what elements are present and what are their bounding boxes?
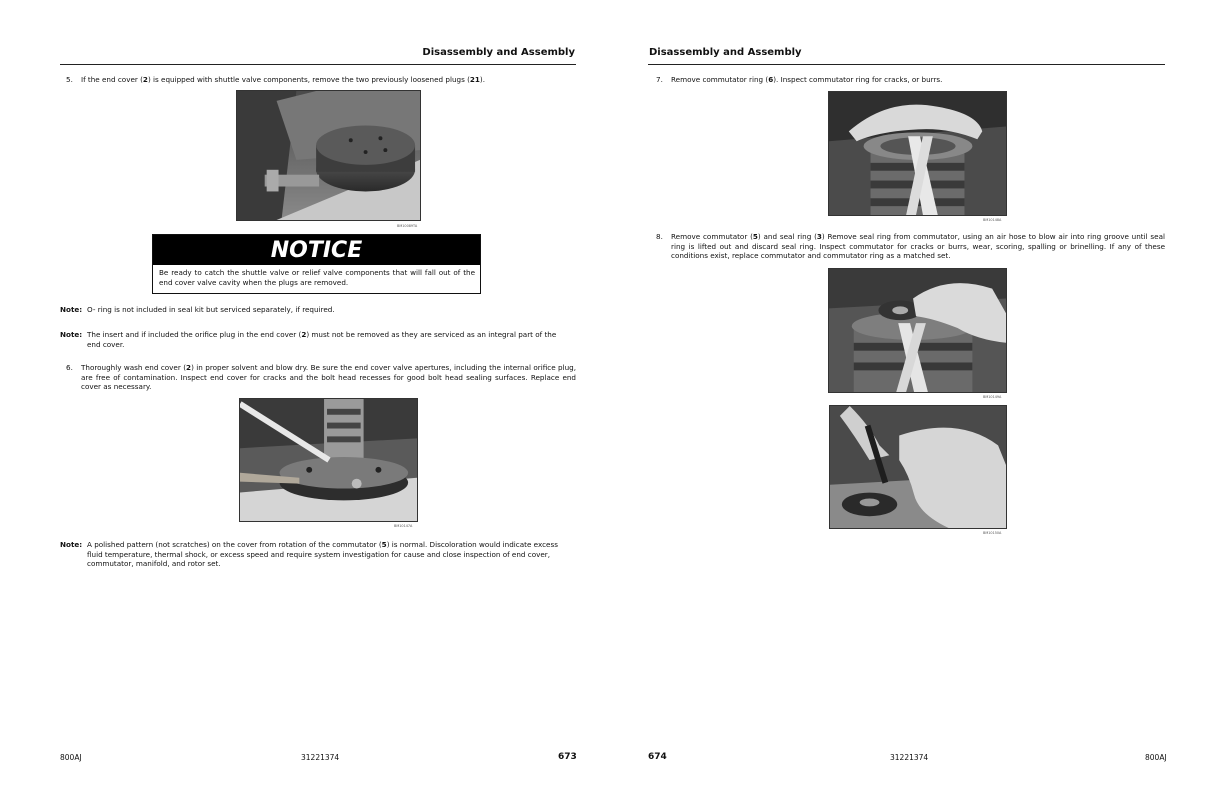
step-5 bbox=[66, 75, 576, 85]
notice-title: NOTICE bbox=[153, 235, 480, 265]
left-page-header: Disassembly and Assembly bbox=[422, 47, 575, 58]
note-text: The insert and if included the orifice plug in the end cover (2) must not be removed as they are serviced as an integral part of the end cover. bbox=[87, 330, 557, 349]
step-text: Remove commutator ring (6). Inspect commutator ring for cracks, or burrs. bbox=[671, 75, 943, 84]
step-text: Remove commutator (5) and seal ring (3) Remove seal ring from commutator, using an air hose to blow air into ring groove until seal ring is lifted out and discard seal ring. Inspect commutator for cracks or burrs, wear, scoring, spalling or brinelling. If any of these conditions exist, replace commutator and commutator ring as a matched set. bbox=[671, 232, 1165, 261]
figure-caption: BM10150A bbox=[983, 531, 1002, 535]
note-2 bbox=[60, 330, 560, 350]
notice-text: Be ready to catch the shuttle valve or relief valve components that will fall out of the end cover valve cavity when the plugs are removed. bbox=[159, 268, 475, 287]
page-number: 673 bbox=[558, 752, 577, 762]
footer-doc-number: 31221374 bbox=[301, 753, 340, 762]
right-page bbox=[612, 0, 1224, 792]
note-label: Note: bbox=[60, 540, 83, 549]
note-text: A polished pattern (not scratches) on the cover from rotation of the commutator (5) is normal. Discoloration would indicate excess fluid temperature, thermal shock, or excess speed and require system investigation for cause and close inspection of end cover, commutator, manifold, and rotor set. bbox=[87, 540, 558, 569]
step-number: 5. bbox=[66, 75, 73, 84]
footer-doc-number: 31221374 bbox=[890, 753, 929, 762]
figure-caption: BM10147A bbox=[394, 524, 413, 528]
step-number: 7. bbox=[656, 75, 663, 84]
end-cover-wash-photo bbox=[239, 398, 418, 522]
right-page-header: Disassembly and Assembly bbox=[649, 47, 802, 58]
step-number: 8. bbox=[656, 232, 663, 241]
figure-caption: BM10148A bbox=[983, 218, 1002, 222]
step-8 bbox=[656, 232, 1165, 262]
note-label: Note: bbox=[60, 305, 83, 314]
note-text: O- ring is not included in seal kit but serviced separately, if required. bbox=[87, 305, 335, 314]
commutator-removal-photo bbox=[828, 268, 1007, 393]
page-number: 674 bbox=[648, 752, 667, 762]
step-number: 6. bbox=[66, 363, 73, 372]
notice-box bbox=[152, 234, 481, 294]
commutator-ring-photo bbox=[828, 91, 1007, 216]
figure-caption: BM10089TA bbox=[397, 224, 418, 228]
figure-caption: BM10149A bbox=[983, 395, 1002, 399]
note-label: Note: bbox=[60, 330, 83, 339]
step-text: If the end cover (2) is equipped with shuttle valve components, remove the two previously loosened plugs (21). bbox=[81, 75, 486, 84]
seal-ring-removal-photo bbox=[829, 405, 1007, 529]
step-text: Thoroughly wash end cover (2) in proper solvent and blow dry. Be sure the end cover valve apertures, including the internal orifice plug, are free of contamination. Inspect end cover for cracks and the bolt head recesses for good bolt head sealing surfaces. Replace end cover as necessary. bbox=[81, 363, 576, 392]
note-3 bbox=[60, 540, 558, 570]
footer-model: 800AJ bbox=[1145, 753, 1167, 762]
footer-model: 800AJ bbox=[60, 753, 82, 762]
header-rule bbox=[648, 64, 1165, 65]
header-rule bbox=[60, 64, 576, 65]
step-7 bbox=[656, 75, 1165, 85]
note-1 bbox=[60, 305, 576, 315]
end-cover-plugs-photo bbox=[236, 90, 421, 221]
step-6 bbox=[66, 363, 576, 393]
